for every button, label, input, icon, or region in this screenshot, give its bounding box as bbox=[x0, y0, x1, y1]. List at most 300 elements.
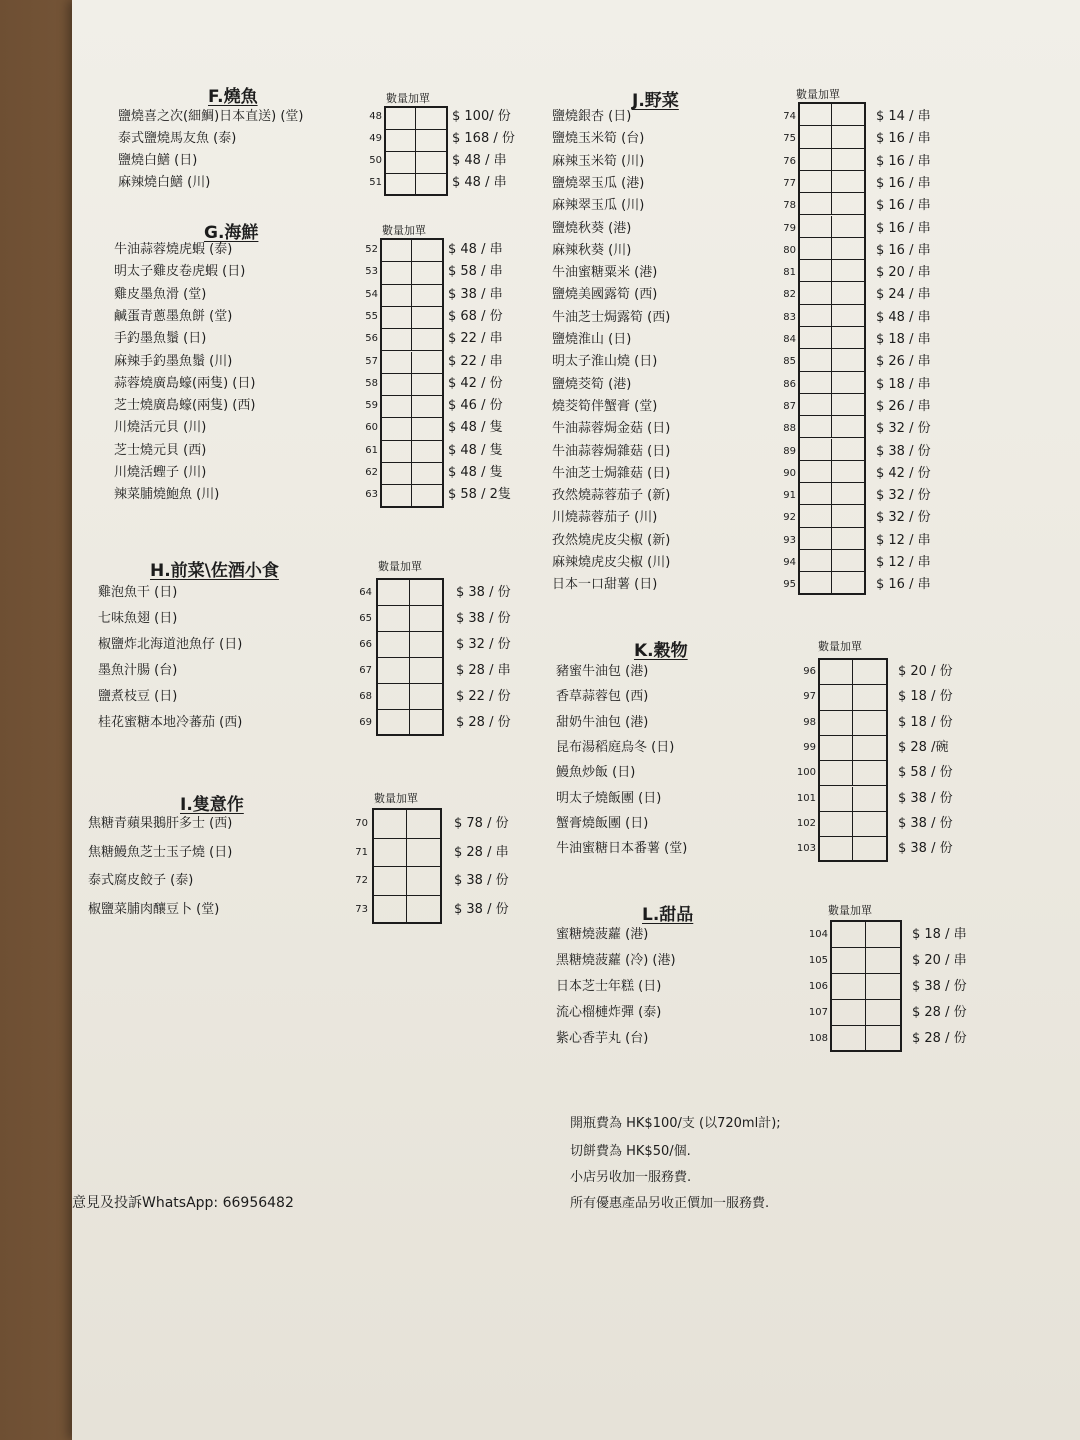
add-order-cell[interactable] bbox=[832, 149, 864, 171]
add-order-cell[interactable] bbox=[832, 461, 864, 483]
menu-item-name: 孜然燒虎皮尖椒 (新) bbox=[552, 532, 671, 548]
add-order-cell[interactable] bbox=[832, 305, 864, 327]
add-order-cell[interactable] bbox=[412, 396, 442, 418]
menu-item-name: 紫心香芋丸 (台) bbox=[556, 1031, 649, 1046]
item-price: $ 38 / 串 bbox=[448, 286, 503, 302]
add-order-cell[interactable] bbox=[853, 837, 886, 862]
menu-item-name: 麻辣玉米筍 (川) bbox=[552, 153, 645, 169]
menu-item-name: 牛油蒜蓉燒虎蝦 (泰) bbox=[114, 242, 233, 257]
add-order-cell[interactable] bbox=[832, 260, 864, 282]
menu-item-name: 雞泡魚干 (日) bbox=[98, 585, 178, 600]
add-order-cell[interactable] bbox=[832, 349, 864, 371]
quantity-cell[interactable] bbox=[800, 126, 832, 148]
add-order-cell[interactable] bbox=[866, 922, 900, 948]
add-order-cell[interactable] bbox=[853, 787, 886, 812]
add-order-cell[interactable] bbox=[416, 130, 446, 152]
add-order-cell[interactable] bbox=[832, 193, 864, 215]
add-order-cell[interactable] bbox=[412, 329, 442, 351]
item-number: 93 bbox=[783, 534, 796, 546]
item-number: 66 bbox=[359, 639, 372, 650]
quantity-cell[interactable] bbox=[800, 349, 832, 371]
quantity-cell[interactable] bbox=[386, 152, 416, 174]
quantity-cell[interactable] bbox=[382, 374, 412, 396]
item-number: 56 bbox=[365, 333, 378, 345]
item-number: 100 bbox=[796, 767, 816, 779]
item-price: $ 26 / 串 bbox=[876, 354, 931, 370]
quantity-grid bbox=[372, 808, 442, 924]
item-number: 52 bbox=[365, 244, 378, 255]
item-price: $ 38 / 份 bbox=[898, 790, 953, 806]
item-number: 61 bbox=[365, 444, 378, 456]
menu-item-name: 日本芝士年糕 (日) bbox=[556, 979, 662, 994]
quantity-cell[interactable] bbox=[800, 439, 832, 461]
add-order-cell[interactable] bbox=[866, 1026, 900, 1052]
item-price: $ 38 / 份 bbox=[912, 979, 967, 994]
quantity-cell[interactable] bbox=[378, 632, 410, 658]
item-price: $ 18 / 串 bbox=[876, 376, 931, 392]
menu-item-name: 牛油蜜糖日本番薯 (堂) bbox=[556, 841, 688, 857]
quantity-cell[interactable] bbox=[382, 307, 412, 329]
menu-item-name: 昆布湯稻庭烏冬 (日) bbox=[556, 739, 675, 755]
item-number: 92 bbox=[783, 512, 796, 524]
item-number: 75 bbox=[783, 133, 796, 145]
quantity-cell[interactable] bbox=[832, 948, 866, 974]
item-price: $ 26 / 串 bbox=[876, 398, 931, 414]
qty-header: 數量加單 bbox=[818, 640, 862, 653]
item-price: $ 14 / 串 bbox=[876, 109, 931, 124]
quantity-cell[interactable] bbox=[378, 710, 410, 736]
menu-item-name: 鹽燒淮山 (日) bbox=[552, 332, 632, 347]
add-order-cell[interactable] bbox=[866, 974, 900, 1000]
item-number: 85 bbox=[783, 356, 796, 368]
quantity-grid bbox=[830, 920, 902, 1052]
item-number: 59 bbox=[365, 400, 378, 412]
quantity-cell[interactable] bbox=[832, 1026, 866, 1052]
menu-item-name: 甜奶牛油包 (港) bbox=[556, 714, 649, 730]
add-order-cell[interactable] bbox=[412, 418, 442, 440]
add-order-cell[interactable] bbox=[410, 580, 442, 606]
add-order-cell[interactable] bbox=[412, 352, 442, 374]
quantity-cell[interactable] bbox=[820, 736, 853, 761]
quantity-cell[interactable] bbox=[832, 974, 866, 1000]
item-number: 50 bbox=[369, 155, 382, 166]
item-price: $ 38 / 份 bbox=[456, 585, 511, 600]
item-price: $ 42 / 份 bbox=[876, 465, 931, 481]
item-price: $ 28 / 份 bbox=[912, 1031, 967, 1046]
quantity-cell[interactable] bbox=[800, 550, 832, 572]
menu-item-name: 鹽燒茭筍 (港) bbox=[552, 376, 632, 392]
item-price: $ 28 / 份 bbox=[456, 715, 511, 730]
menu-item-name: 川燒活元貝 (川) bbox=[114, 420, 207, 436]
item-number: 95 bbox=[783, 579, 796, 591]
menu-item-name: 明太子淮山燒 (日) bbox=[552, 354, 658, 370]
add-order-cell[interactable] bbox=[412, 374, 442, 396]
quantity-cell[interactable] bbox=[382, 463, 412, 485]
menu-item-name: 川燒蒜蓉茄子 (川) bbox=[552, 510, 658, 526]
menu-item-name: 牛油蜜糖粟米 (港) bbox=[552, 265, 658, 281]
item-price: $ 68 / 份 bbox=[448, 308, 503, 324]
item-price: $ 20 / 份 bbox=[898, 664, 953, 679]
item-number: 76 bbox=[783, 155, 796, 167]
menu-item-name: 椒鹽炸北海道池魚仔 (日) bbox=[98, 637, 243, 652]
quantity-cell[interactable] bbox=[800, 327, 832, 349]
quantity-cell[interactable] bbox=[820, 837, 853, 862]
menu-item-name: 黑糖燒菠蘿 (冷) (港) bbox=[556, 953, 676, 968]
add-order-cell[interactable] bbox=[866, 948, 900, 974]
item-number: 106 bbox=[808, 981, 828, 992]
note-promo-service-charge: 所有優惠產品另收正價加一服務費. bbox=[570, 1196, 770, 1211]
add-order-cell[interactable] bbox=[853, 761, 886, 786]
add-order-cell[interactable] bbox=[412, 285, 442, 307]
item-number: 68 bbox=[359, 691, 372, 702]
section-title: K.穀物 bbox=[634, 641, 688, 661]
item-price: $ 78 / 份 bbox=[454, 816, 509, 831]
add-order-cell[interactable] bbox=[412, 262, 442, 284]
item-price: $ 32 / 份 bbox=[876, 421, 931, 437]
quantity-cell[interactable] bbox=[386, 108, 416, 130]
menu-item-name: 孜然燒蒜蓉茄子 (新) bbox=[552, 488, 671, 504]
menu-item-name: 牛油芝士焗雜菇 (日) bbox=[552, 465, 671, 481]
item-price: $ 58 / 串 bbox=[448, 264, 503, 280]
quantity-cell[interactable] bbox=[800, 171, 832, 193]
item-price: $ 46 / 份 bbox=[448, 398, 503, 414]
add-order-cell[interactable] bbox=[412, 240, 442, 262]
quantity-grid bbox=[818, 658, 888, 862]
quantity-cell[interactable] bbox=[382, 485, 412, 507]
add-order-cell[interactable] bbox=[832, 550, 864, 572]
menu-item-name: 麻辣燒虎皮尖椒 (川) bbox=[552, 555, 671, 570]
item-number: 88 bbox=[783, 423, 796, 435]
add-order-cell[interactable] bbox=[832, 483, 864, 505]
menu-item-name: 鹽煮枝豆 (日) bbox=[98, 689, 178, 704]
item-price: $ 58 / 2隻 bbox=[448, 487, 511, 503]
item-price: $ 18 / 份 bbox=[898, 714, 953, 730]
quantity-cell[interactable] bbox=[374, 896, 407, 925]
item-price: $ 48 / 串 bbox=[876, 309, 931, 325]
item-number: 65 bbox=[359, 613, 372, 624]
menu-item-name: 麻辣秋葵 (川) bbox=[552, 242, 632, 258]
quantity-cell[interactable] bbox=[800, 216, 832, 238]
add-order-cell[interactable] bbox=[416, 174, 446, 196]
item-price: $ 168 / 份 bbox=[452, 131, 515, 146]
quantity-cell[interactable] bbox=[820, 711, 853, 736]
item-price: $ 32 / 份 bbox=[876, 488, 931, 504]
item-number: 104 bbox=[808, 929, 828, 940]
add-order-cell[interactable] bbox=[832, 439, 864, 461]
item-number: 72 bbox=[355, 875, 368, 886]
quantity-cell[interactable] bbox=[382, 441, 412, 463]
menu-item-name: 麻辣燒白鱔 (川) bbox=[118, 175, 211, 190]
menu-item-name: 鹽燒美國露筍 (西) bbox=[552, 287, 658, 303]
add-order-cell[interactable] bbox=[412, 463, 442, 485]
item-price: $ 48 / 串 bbox=[452, 175, 507, 190]
item-number: 73 bbox=[355, 903, 368, 915]
item-price: $ 16 / 串 bbox=[876, 242, 931, 258]
menu-item-name: 豬蜜牛油包 (港) bbox=[556, 664, 649, 679]
menu-item-name: 辣菜脯燒鮑魚 (川) bbox=[114, 487, 220, 503]
item-number: 77 bbox=[783, 177, 796, 189]
menu-item-name: 椒鹽菜脯肉釀豆卜 (堂) bbox=[88, 901, 220, 917]
add-order-cell[interactable] bbox=[866, 1000, 900, 1026]
quantity-cell[interactable] bbox=[820, 660, 853, 685]
quantity-grid bbox=[384, 106, 448, 196]
item-price: $ 16 / 串 bbox=[876, 131, 931, 147]
item-number: 78 bbox=[783, 200, 796, 212]
add-order-cell[interactable] bbox=[832, 126, 864, 148]
quantity-cell[interactable] bbox=[800, 238, 832, 260]
quantity-cell[interactable] bbox=[382, 352, 412, 374]
quantity-cell[interactable] bbox=[820, 812, 853, 837]
item-price: $ 48 / 隻 bbox=[448, 465, 503, 480]
quantity-cell[interactable] bbox=[374, 839, 407, 868]
item-price: $ 48 / 隻 bbox=[448, 442, 503, 458]
quantity-cell[interactable] bbox=[382, 329, 412, 351]
add-order-cell[interactable] bbox=[853, 685, 886, 710]
item-price: $ 42 / 份 bbox=[448, 375, 503, 391]
menu-item-name: 墨魚汁腸 (台) bbox=[98, 663, 178, 678]
add-order-cell[interactable] bbox=[407, 839, 440, 868]
add-order-cell[interactable] bbox=[412, 485, 442, 507]
add-order-cell[interactable] bbox=[410, 658, 442, 684]
item-number: 81 bbox=[783, 267, 796, 279]
add-order-cell[interactable] bbox=[853, 736, 886, 761]
item-price: $ 12 / 串 bbox=[876, 555, 931, 570]
menu-item-name: 牛油芝士焗露筍 (西) bbox=[552, 309, 671, 325]
quantity-cell[interactable] bbox=[800, 372, 832, 394]
quantity-cell[interactable] bbox=[832, 1000, 866, 1026]
add-order-cell[interactable] bbox=[410, 632, 442, 658]
quantity-cell[interactable] bbox=[382, 396, 412, 418]
item-number: 49 bbox=[369, 133, 382, 144]
item-number: 51 bbox=[369, 177, 382, 188]
menu-item-name: 鹽燒喜之次(細鯛)日本直送) (堂) bbox=[118, 109, 304, 124]
item-price: $ 32 / 份 bbox=[876, 510, 931, 526]
item-price: $ 12 / 串 bbox=[876, 532, 931, 548]
menu-item-name: 雞皮墨魚滑 (堂) bbox=[114, 286, 207, 302]
section-title: I.隻意作 bbox=[180, 795, 244, 815]
add-order-cell[interactable] bbox=[410, 710, 442, 736]
note-service-charge: 小店另收加一服務費. bbox=[570, 1170, 692, 1185]
quantity-grid bbox=[380, 238, 444, 508]
menu-item-name: 牛油蒜蓉焗雜菇 (日) bbox=[552, 443, 671, 459]
item-price: $ 48 / 串 bbox=[448, 242, 503, 257]
quantity-cell[interactable] bbox=[382, 240, 412, 262]
quantity-cell[interactable] bbox=[386, 174, 416, 196]
menu-item-name: 焦糖青蘋果鵝肝多士 (西) bbox=[88, 816, 233, 831]
quantity-cell[interactable] bbox=[820, 787, 853, 812]
item-price: $ 18 / 份 bbox=[898, 689, 953, 705]
item-number: 90 bbox=[783, 467, 796, 479]
item-price: $ 28 / 串 bbox=[454, 844, 509, 860]
menu-item-name: 泰式腐皮餃子 (泰) bbox=[88, 873, 194, 888]
quantity-grid bbox=[376, 578, 444, 736]
item-price: $ 18 / 串 bbox=[912, 927, 967, 942]
add-order-cell[interactable] bbox=[407, 896, 440, 925]
qty-header: 數量加單 bbox=[386, 92, 430, 105]
feedback-whatsapp: 意見及投訴WhatsApp: 66956482 bbox=[72, 1195, 294, 1211]
item-number: 48 bbox=[369, 111, 382, 122]
section-title: J.野菜 bbox=[632, 91, 679, 111]
item-number: 80 bbox=[783, 244, 796, 256]
menu-item-name: 焦糖鰻魚芝士玉子燒 (日) bbox=[88, 844, 233, 860]
quantity-cell[interactable] bbox=[382, 285, 412, 307]
quantity-cell[interactable] bbox=[800, 528, 832, 550]
add-order-cell[interactable] bbox=[832, 104, 864, 126]
item-number: 57 bbox=[365, 355, 378, 367]
quantity-cell[interactable] bbox=[382, 262, 412, 284]
item-number: 70 bbox=[355, 818, 368, 829]
add-order-cell[interactable] bbox=[412, 307, 442, 329]
menu-item-name: 鹹蛋青蔥墨魚餅 (堂) bbox=[114, 308, 233, 324]
add-order-cell[interactable] bbox=[853, 711, 886, 736]
quantity-cell[interactable] bbox=[374, 867, 407, 896]
quantity-cell[interactable] bbox=[374, 810, 407, 839]
item-number: 97 bbox=[803, 691, 816, 703]
quantity-cell[interactable] bbox=[800, 193, 832, 215]
item-price: $ 48 / 隻 bbox=[448, 420, 503, 436]
note-corkage: 開瓶費為 HK$100/支 (以720ml計); bbox=[570, 1116, 781, 1131]
menu-item-name: 芝士燒廣島蠔(兩隻) (西) bbox=[114, 398, 256, 414]
add-order-cell[interactable] bbox=[832, 372, 864, 394]
item-price: $ 22 / 串 bbox=[448, 353, 503, 369]
item-price: $ 24 / 串 bbox=[876, 287, 931, 303]
qty-header: 數量加單 bbox=[828, 904, 872, 917]
qty-header: 數量加單 bbox=[374, 792, 418, 805]
qty-header: 數量加單 bbox=[382, 224, 426, 237]
add-order-cell[interactable] bbox=[853, 660, 886, 685]
item-number: 62 bbox=[365, 467, 378, 478]
add-order-cell[interactable] bbox=[832, 394, 864, 416]
item-price: $ 16 / 串 bbox=[876, 577, 931, 593]
add-order-cell[interactable] bbox=[853, 812, 886, 837]
item-number: 105 bbox=[808, 955, 828, 966]
add-order-cell[interactable] bbox=[832, 327, 864, 349]
menu-item-name: 鹽燒翠玉瓜 (港) bbox=[552, 175, 645, 191]
quantity-cell[interactable] bbox=[800, 104, 832, 126]
menu-item-name: 芝士燒元貝 (西) bbox=[114, 442, 207, 458]
item-number: 107 bbox=[808, 1007, 828, 1018]
quantity-cell[interactable] bbox=[800, 572, 832, 594]
item-price: $ 22 / 串 bbox=[448, 331, 503, 347]
menu-item-name: 七味魚翅 (日) bbox=[98, 611, 178, 626]
quantity-cell[interactable] bbox=[800, 505, 832, 527]
item-price: $ 58 / 份 bbox=[898, 765, 953, 781]
quantity-cell[interactable] bbox=[800, 394, 832, 416]
section-title: L.甜品 bbox=[642, 905, 694, 925]
item-price: $ 48 / 串 bbox=[452, 153, 507, 168]
add-order-cell[interactable] bbox=[832, 171, 864, 193]
quantity-cell[interactable] bbox=[800, 260, 832, 282]
add-order-cell[interactable] bbox=[410, 684, 442, 710]
item-price: $ 18 / 串 bbox=[876, 332, 931, 347]
add-order-cell[interactable] bbox=[832, 282, 864, 304]
qty-header: 數量加單 bbox=[378, 560, 422, 573]
item-price: $ 16 / 串 bbox=[876, 198, 931, 214]
menu-item-name: 鹽燒銀杏 (日) bbox=[552, 109, 632, 124]
add-order-cell[interactable] bbox=[410, 606, 442, 632]
add-order-cell[interactable] bbox=[416, 108, 446, 130]
quantity-cell[interactable] bbox=[378, 606, 410, 632]
item-number: 87 bbox=[783, 400, 796, 412]
item-number: 74 bbox=[783, 111, 796, 122]
item-number: 53 bbox=[365, 266, 378, 278]
item-number: 82 bbox=[783, 289, 796, 301]
menu-item-name: 日本一口甜薯 (日) bbox=[552, 577, 658, 593]
item-number: 83 bbox=[783, 311, 796, 323]
item-price: $ 28 / 份 bbox=[912, 1005, 967, 1020]
item-number: 67 bbox=[359, 665, 372, 676]
menu-item-name: 燒茭筍伴蟹膏 (堂) bbox=[552, 398, 658, 414]
item-number: 99 bbox=[803, 741, 816, 753]
item-price: $ 22 / 份 bbox=[456, 689, 511, 704]
menu-item-name: 香草蒜蓉包 (西) bbox=[556, 689, 649, 705]
item-price: $ 28 /碗 bbox=[898, 739, 949, 755]
quantity-cell[interactable] bbox=[832, 922, 866, 948]
quantity-cell[interactable] bbox=[820, 685, 853, 710]
quantity-cell[interactable] bbox=[800, 416, 832, 438]
add-order-cell[interactable] bbox=[416, 152, 446, 174]
add-order-cell[interactable] bbox=[832, 528, 864, 550]
add-order-cell[interactable] bbox=[832, 238, 864, 260]
item-price: $ 38 / 份 bbox=[454, 873, 509, 888]
item-number: 60 bbox=[365, 422, 378, 434]
menu-item-name: 牛油蒜蓉焗金菇 (日) bbox=[552, 421, 671, 437]
item-number: 64 bbox=[359, 587, 372, 598]
quantity-cell[interactable] bbox=[386, 130, 416, 152]
quantity-cell[interactable] bbox=[378, 580, 410, 606]
add-order-cell[interactable] bbox=[407, 867, 440, 896]
item-price: $ 20 / 串 bbox=[876, 265, 931, 281]
quantity-cell[interactable] bbox=[378, 658, 410, 684]
quantity-cell[interactable] bbox=[820, 761, 853, 786]
item-number: 71 bbox=[355, 846, 368, 858]
quantity-cell[interactable] bbox=[382, 418, 412, 440]
section-title: G.海鮮 bbox=[204, 223, 259, 243]
item-price: $ 38 / 份 bbox=[898, 815, 953, 831]
menu-item-name: 流心榴槤炸彈 (泰) bbox=[556, 1005, 662, 1020]
menu-item-name: 鹽燒秋葵 (港) bbox=[552, 220, 632, 236]
item-price: $ 38 / 份 bbox=[456, 611, 511, 626]
item-number: 103 bbox=[796, 843, 816, 855]
add-order-cell[interactable] bbox=[832, 216, 864, 238]
item-number: 69 bbox=[359, 717, 372, 728]
menu-item-name: 川燒活蟶子 (川) bbox=[114, 465, 207, 480]
item-price: $ 32 / 份 bbox=[456, 637, 511, 652]
quantity-cell[interactable] bbox=[800, 461, 832, 483]
item-number: 84 bbox=[783, 334, 796, 345]
item-number: 55 bbox=[365, 310, 378, 322]
quantity-cell[interactable] bbox=[800, 149, 832, 171]
item-number: 98 bbox=[803, 716, 816, 728]
add-order-cell[interactable] bbox=[407, 810, 440, 839]
item-price: $ 38 / 份 bbox=[876, 443, 931, 459]
section-title: F.燒魚 bbox=[208, 87, 258, 107]
item-price: $ 38 / 份 bbox=[454, 901, 509, 917]
item-price: $ 20 / 串 bbox=[912, 953, 967, 968]
add-order-cell[interactable] bbox=[832, 572, 864, 594]
quantity-cell[interactable] bbox=[800, 305, 832, 327]
add-order-cell[interactable] bbox=[832, 505, 864, 527]
quantity-cell[interactable] bbox=[800, 483, 832, 505]
menu-item-name: 鰻魚炒飯 (日) bbox=[556, 765, 636, 781]
add-order-cell[interactable] bbox=[412, 441, 442, 463]
quantity-grid bbox=[798, 102, 866, 595]
quantity-cell[interactable] bbox=[800, 282, 832, 304]
add-order-cell[interactable] bbox=[832, 416, 864, 438]
quantity-cell[interactable] bbox=[378, 684, 410, 710]
item-price: $ 16 / 串 bbox=[876, 220, 931, 236]
menu-item-name: 麻辣翠玉瓜 (川) bbox=[552, 198, 645, 214]
